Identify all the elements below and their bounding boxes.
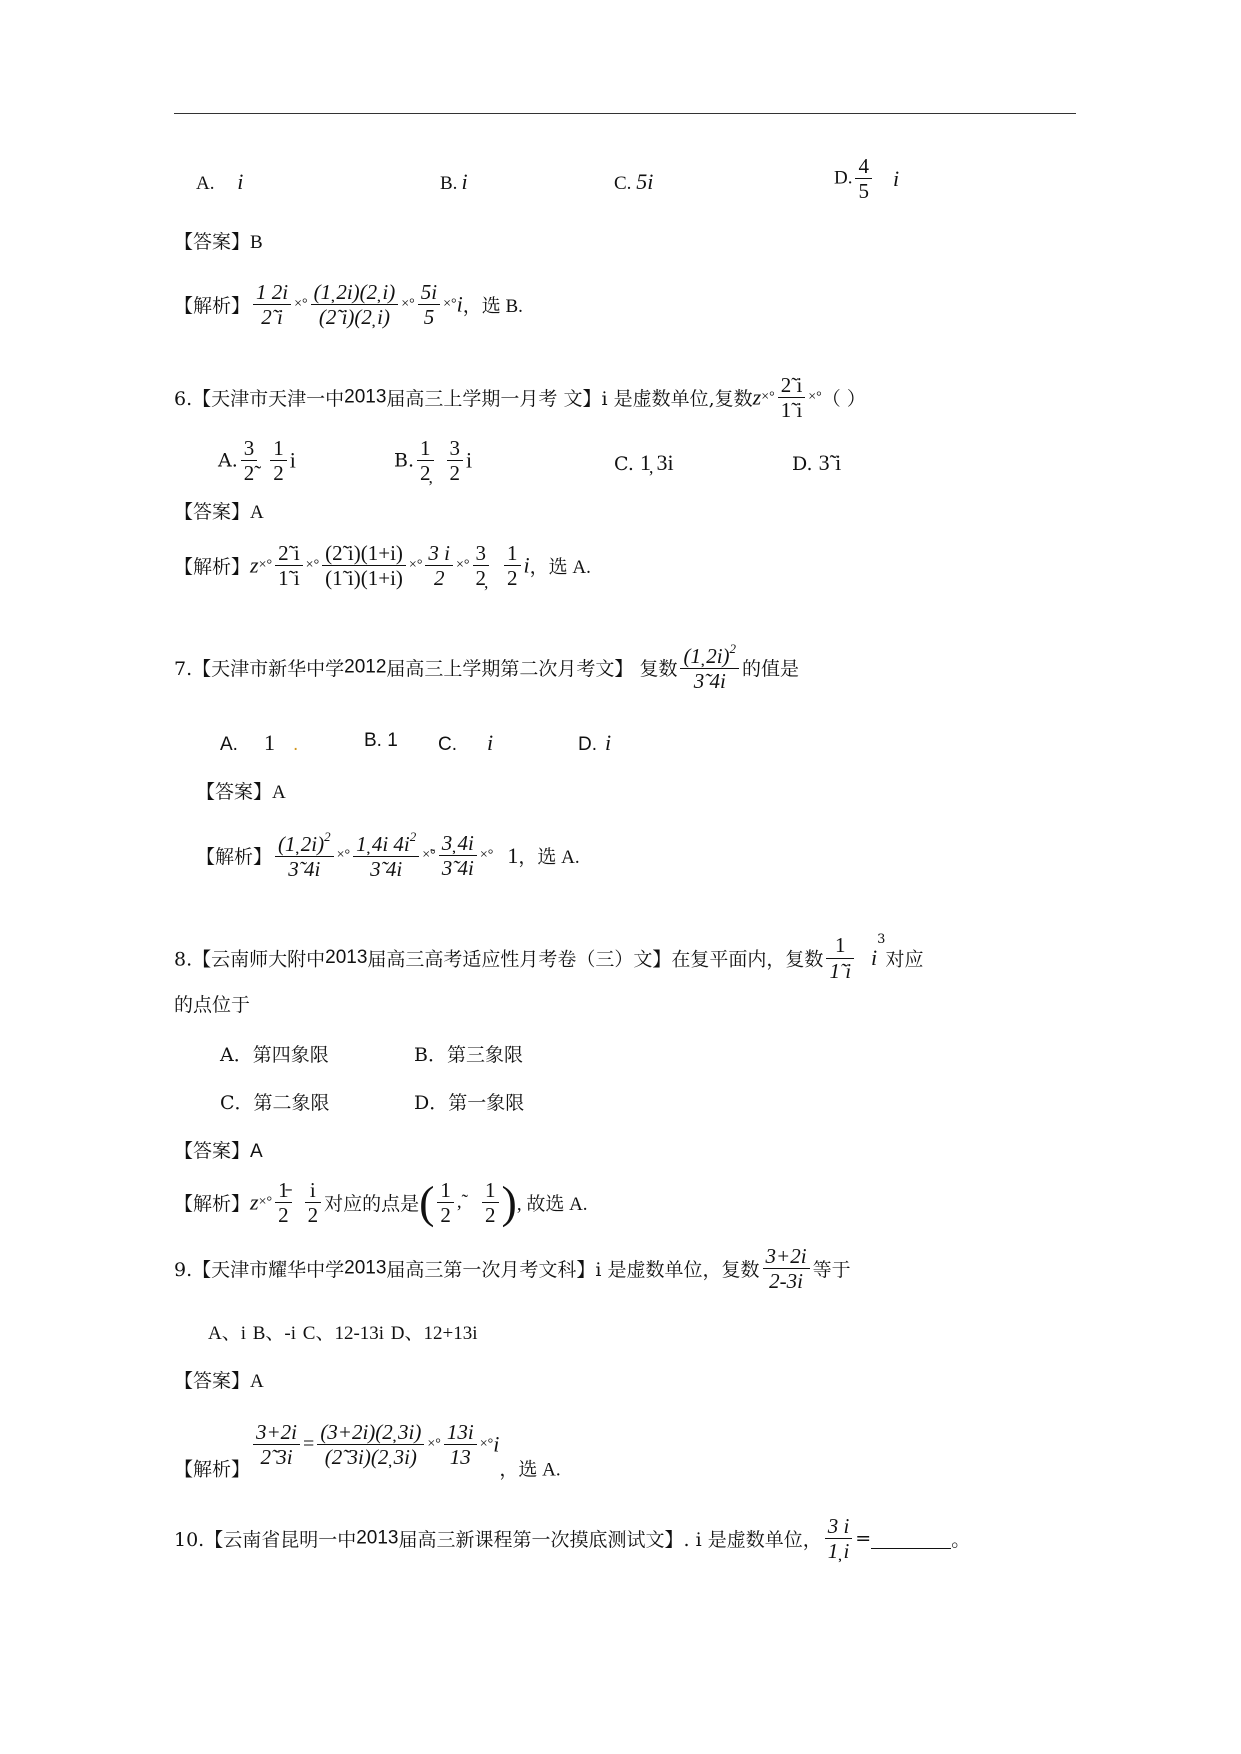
answer-tag: 【答案】 (174, 1140, 251, 1162)
answer-value: A (250, 1371, 264, 1392)
exponent: 2 (409, 829, 417, 844)
solution-choice: ，选 B. (462, 296, 523, 318)
fraction-denominator: 2 (273, 461, 284, 486)
question-source: 10.【云南省昆明一中 (174, 1529, 357, 1552)
result-value: i (523, 552, 530, 578)
fraction-numerator: 3̦ 4i (439, 831, 477, 856)
q6-option-c (614, 450, 674, 476)
q7-option-c (438, 730, 493, 756)
q6-question: 6.【天津市天津一中2013届高三上学期一月考 文】i 是虚数单位,复数z×° $\frac{2̃ i}{1̃ i}$ ×°（ ） (174, 373, 866, 423)
answer-value: A (250, 502, 264, 523)
option-value: i (892, 165, 900, 191)
fraction-denominator: 2 (278, 1203, 289, 1228)
fraction-numerator: (1̦ 2i)(2̦ i) (311, 280, 399, 305)
question-year: 2013 (344, 386, 387, 408)
fraction-numerator: 3 (241, 436, 258, 461)
fraction-denominator: (1̃ i)(1+i) (325, 566, 403, 591)
fraction-denominator: 2 (307, 1203, 319, 1228)
power-base: i (871, 945, 878, 970)
option-value: 5i (636, 169, 654, 194)
q7-option-b: B. 1 (364, 730, 398, 751)
option-value: i (237, 169, 244, 194)
answer-tag: 【答案】 (174, 231, 251, 253)
fraction-denominator: 2̦ (475, 566, 487, 591)
fraction-numerator: (1̦ 2i) (683, 644, 730, 668)
solution-tag: 【解析】 (174, 556, 251, 579)
q6-answer (174, 497, 264, 524)
question-year: 2012 (344, 656, 387, 678)
q9-solution: 【解析】 $\frac{3+2i}{2̃ 3i}$ = $\frac{(3+2i)(2̦ 3i)}{(2̃ 3i)(2̦ 3i)}$ ×° $\frac{13i}{13}$ ×°i，选 A. (174, 1420, 561, 1481)
equals-sign: = (855, 1527, 872, 1550)
header-rule (174, 113, 1076, 114)
fraction-numerator: 3 i (425, 541, 453, 566)
point-separator: ,˜ (456, 1191, 468, 1213)
fraction-denominator: 3̃ 4i (370, 857, 403, 882)
q8-option-c: C．第二象限 (220, 1092, 330, 1114)
equals-sign: ×° (401, 296, 415, 312)
question-source: 9.【天津市耀华中学 (174, 1259, 345, 1282)
solution-text: 对应的点是 (324, 1193, 420, 1216)
fraction-numerator: 2̃ i (778, 373, 806, 398)
option-value: i (487, 730, 494, 755)
q8-answer (174, 1136, 263, 1163)
fraction-denominator: 1̃ i (780, 398, 803, 423)
fraction-numerator: (3+2i)(2̦ 3i) (317, 1420, 424, 1445)
fraction-denominator: 1̃ i (829, 958, 852, 983)
answer-tag: 【答案】 (174, 1370, 251, 1392)
fraction-denominator: 3̃ 4i (288, 857, 321, 882)
q5-options (196, 154, 900, 216)
option-label: C. (438, 734, 457, 755)
q7-options (220, 730, 920, 760)
option-label: B. (394, 449, 415, 472)
fraction-denominator: 2̃ i (261, 305, 283, 330)
fraction-numerator: (1̦ 2i) (278, 832, 325, 856)
q5-solution (174, 280, 523, 329)
fraction-denominator: (2̃ i)(2̦ i) (318, 305, 391, 330)
question-text: 届高三新课程第一次摸底测试文】. i 是虚数单位， (398, 1529, 822, 1552)
option-label: A. (218, 449, 238, 472)
option-value: 3̃ i (818, 450, 842, 475)
option-label: C. (614, 453, 634, 475)
exponent: 2 (324, 829, 331, 844)
question-source: 8.【云南师大附中 (174, 948, 326, 971)
q9-options: A、i B、-i C、12-13i D、12+13i (208, 1323, 478, 1344)
solution-tag: 【解析】 (174, 295, 251, 318)
fraction-denominator: 5 (858, 179, 869, 204)
fraction-numerator: 1 (270, 436, 287, 461)
equals-sign: ×° (294, 296, 308, 312)
solution-tag: 【解析】 (196, 846, 273, 869)
fraction-denominator: 2 (433, 566, 445, 591)
q6-option-b (394, 436, 472, 485)
fraction-numerator: 1 (417, 436, 434, 461)
fraction-denominator: 3̃ 4i (693, 669, 726, 694)
q8-question (174, 932, 923, 983)
q6-solution: 【解析】z×° $\frac{2̃ i}{1̃ i}$ ×° $\frac{(2̃ i)(1+i)}{(1̃ i)(1+i)}$ ×° $\frac{3 i}{2}$ ×° $\frac{3}{2̦}$ $\frac{1}{2}$ i，选 A. (174, 541, 591, 591)
fraction-denominator: 2-3i (769, 1269, 803, 1294)
option-value: i (289, 447, 296, 473)
q8-option-d: D．第一象限 (414, 1092, 525, 1114)
variable-z: z (250, 552, 259, 578)
solution-choice: , 故选 A. (516, 1194, 588, 1216)
q6-option-d (792, 450, 841, 476)
fraction-numerator: 5i (418, 280, 440, 305)
option-value: i (466, 447, 473, 473)
option-label: A. (220, 734, 238, 755)
answer-parentheses: （ ） (821, 388, 866, 411)
fraction-numerator: 13i (444, 1420, 477, 1445)
answer-value: B (250, 232, 263, 253)
question-text-end: 等于 (812, 1259, 851, 1282)
fraction-numerator: 3 (473, 541, 490, 566)
option-value: i (605, 730, 612, 755)
question-year: 2013 (356, 1527, 399, 1549)
fraction-numerator: 3 i (825, 1514, 853, 1539)
fraction-numerator: 1 (504, 541, 521, 566)
q5-answer (174, 227, 263, 254)
fraction-numerator: 1̦ 4i 4i (356, 832, 410, 856)
fraction-numerator: 1 (482, 1178, 499, 1203)
q6-options (218, 436, 918, 486)
fraction-numerator: 1 2i (253, 280, 291, 305)
fraction-denominator: 2 (440, 1203, 451, 1228)
fraction-numerator: i (305, 1178, 322, 1203)
fraction-denominator: 1̦ i (827, 1539, 850, 1564)
fraction-denominator: 2 (485, 1203, 496, 1228)
fraction-numerator: 1̵ (275, 1178, 292, 1203)
option-label: B. (440, 173, 458, 194)
option-label: A. (196, 173, 215, 194)
option-label: C. (614, 173, 632, 194)
fraction-numerator: 4 (855, 154, 872, 179)
result-value: i (456, 291, 463, 317)
question-year: 2013 (344, 1257, 387, 1279)
question-source: 7.【天津市新华中学 (174, 658, 345, 681)
q10-question (174, 1514, 970, 1563)
equals-sign: = (303, 1433, 315, 1456)
fraction-denominator: 13 (449, 1445, 471, 1470)
fraction-denominator: 5 (423, 305, 435, 330)
solution-tag: 【解析】 (174, 1458, 251, 1481)
q7-answer (196, 777, 286, 804)
solution-choice: ，选 A. (518, 847, 580, 869)
fraction-denominator: 2 (507, 566, 518, 591)
q8-option-a: A．第四象限 (220, 1044, 329, 1066)
fraction-numerator: 3+2i (763, 1244, 810, 1269)
fraction-denominator: 2̃ 3i (260, 1445, 293, 1470)
question-text: 届高三上学期第二次月考文】 复数 (386, 658, 678, 681)
q8-option-b: B．第三象限 (414, 1044, 523, 1066)
equals-sign: ×̃° (422, 847, 436, 863)
option-value: 1̦ 3i (639, 450, 674, 475)
q5-option-b (440, 169, 468, 195)
q9-answer (174, 1366, 264, 1393)
option-label: D. (578, 734, 597, 755)
variable-z: z (752, 384, 762, 410)
fraction-denominator: 3̃ 4i (441, 856, 474, 881)
fraction-numerator: 2̃ i (275, 541, 303, 566)
question-text-end: 的值是 (742, 658, 800, 681)
q7-option-a (220, 730, 298, 756)
answer-value: A (272, 782, 286, 803)
exponent: 3 (877, 932, 886, 947)
solution-tag: 【解析】 (174, 1193, 251, 1216)
q7-solution: 【解析】 $\frac{(1̦ 2i)^2}{3̃ 4i}$ ×° $\frac{1̦ 4i 4i^2}{3̃ 4i}$ ×̃° $\frac{3̦ 4i}{3̃ 4i}$ ×° 1，选 A. (196, 829, 580, 882)
q7-option-d (578, 730, 611, 756)
fraction-numerator: 1 (437, 1178, 454, 1203)
solution-choice: ，选 A. (529, 557, 591, 579)
q9-question (174, 1244, 851, 1293)
stray-dot: . (292, 734, 299, 755)
option-value: 1 (263, 730, 275, 755)
answer-value: A (250, 1141, 263, 1162)
fraction-denominator: (2̃ 3i)(2̦ 3i) (324, 1445, 417, 1470)
fraction-denominator: 2̦ (420, 461, 431, 486)
equals-sign: ×° (443, 296, 457, 312)
solution-choice: ，选 A. (499, 1459, 561, 1481)
fraction-denominator: 1̃ i (278, 566, 300, 591)
question-text: 届高三第一次月考文科】i 是虚数单位，复数 (386, 1259, 760, 1282)
option-label: D. (834, 167, 853, 189)
result-value: i (493, 1431, 500, 1457)
question-text: 届高三高考适应性月考卷（三）文】在复平面内，复数 (367, 948, 824, 971)
answer-tag: 【答案】 (174, 501, 251, 523)
question-year: 2013 (325, 947, 368, 968)
fraction-numerator: (2̃ i)(1+i) (322, 541, 406, 566)
option-value: i (461, 169, 468, 194)
sentence-end: 。 (951, 1529, 971, 1552)
q5-option-c (614, 169, 653, 195)
question-text-end: 对应 (885, 948, 924, 971)
fraction-numerator: 3 (447, 436, 464, 461)
fraction-numerator: 1 (826, 933, 854, 958)
answer-tag: 【答案】 (196, 781, 273, 803)
fraction-numerator: 3+2i (253, 1420, 300, 1445)
answer-blank[interactable] (871, 1528, 951, 1549)
q8-question-line2: 的点位于 (174, 994, 251, 1016)
option-label: D. (792, 453, 813, 475)
q7-question (174, 642, 799, 693)
fraction-denominator: 2 (449, 461, 461, 486)
question-text: 届高三上学期一月考 文】i 是虚数单位,复数 (386, 388, 753, 411)
question-source: 6.【天津市天津一中 (174, 388, 345, 411)
q8-solution: 【解析】z×° $\frac{1̵}{2}$ $\frac{i}{2}$ 对应的点是( $\frac{1}{2}$ ,˜ $\frac{1}{2}$ ), 故选 A. (174, 1176, 588, 1228)
variable-z: z (250, 1189, 259, 1215)
fraction-denominator: 2̃ (243, 461, 255, 486)
result-value: 1 (507, 842, 519, 868)
q5-option-d (834, 154, 899, 203)
q5-option-a (196, 169, 243, 195)
exponent: 2 (729, 641, 737, 656)
q6-option-a (218, 436, 296, 485)
